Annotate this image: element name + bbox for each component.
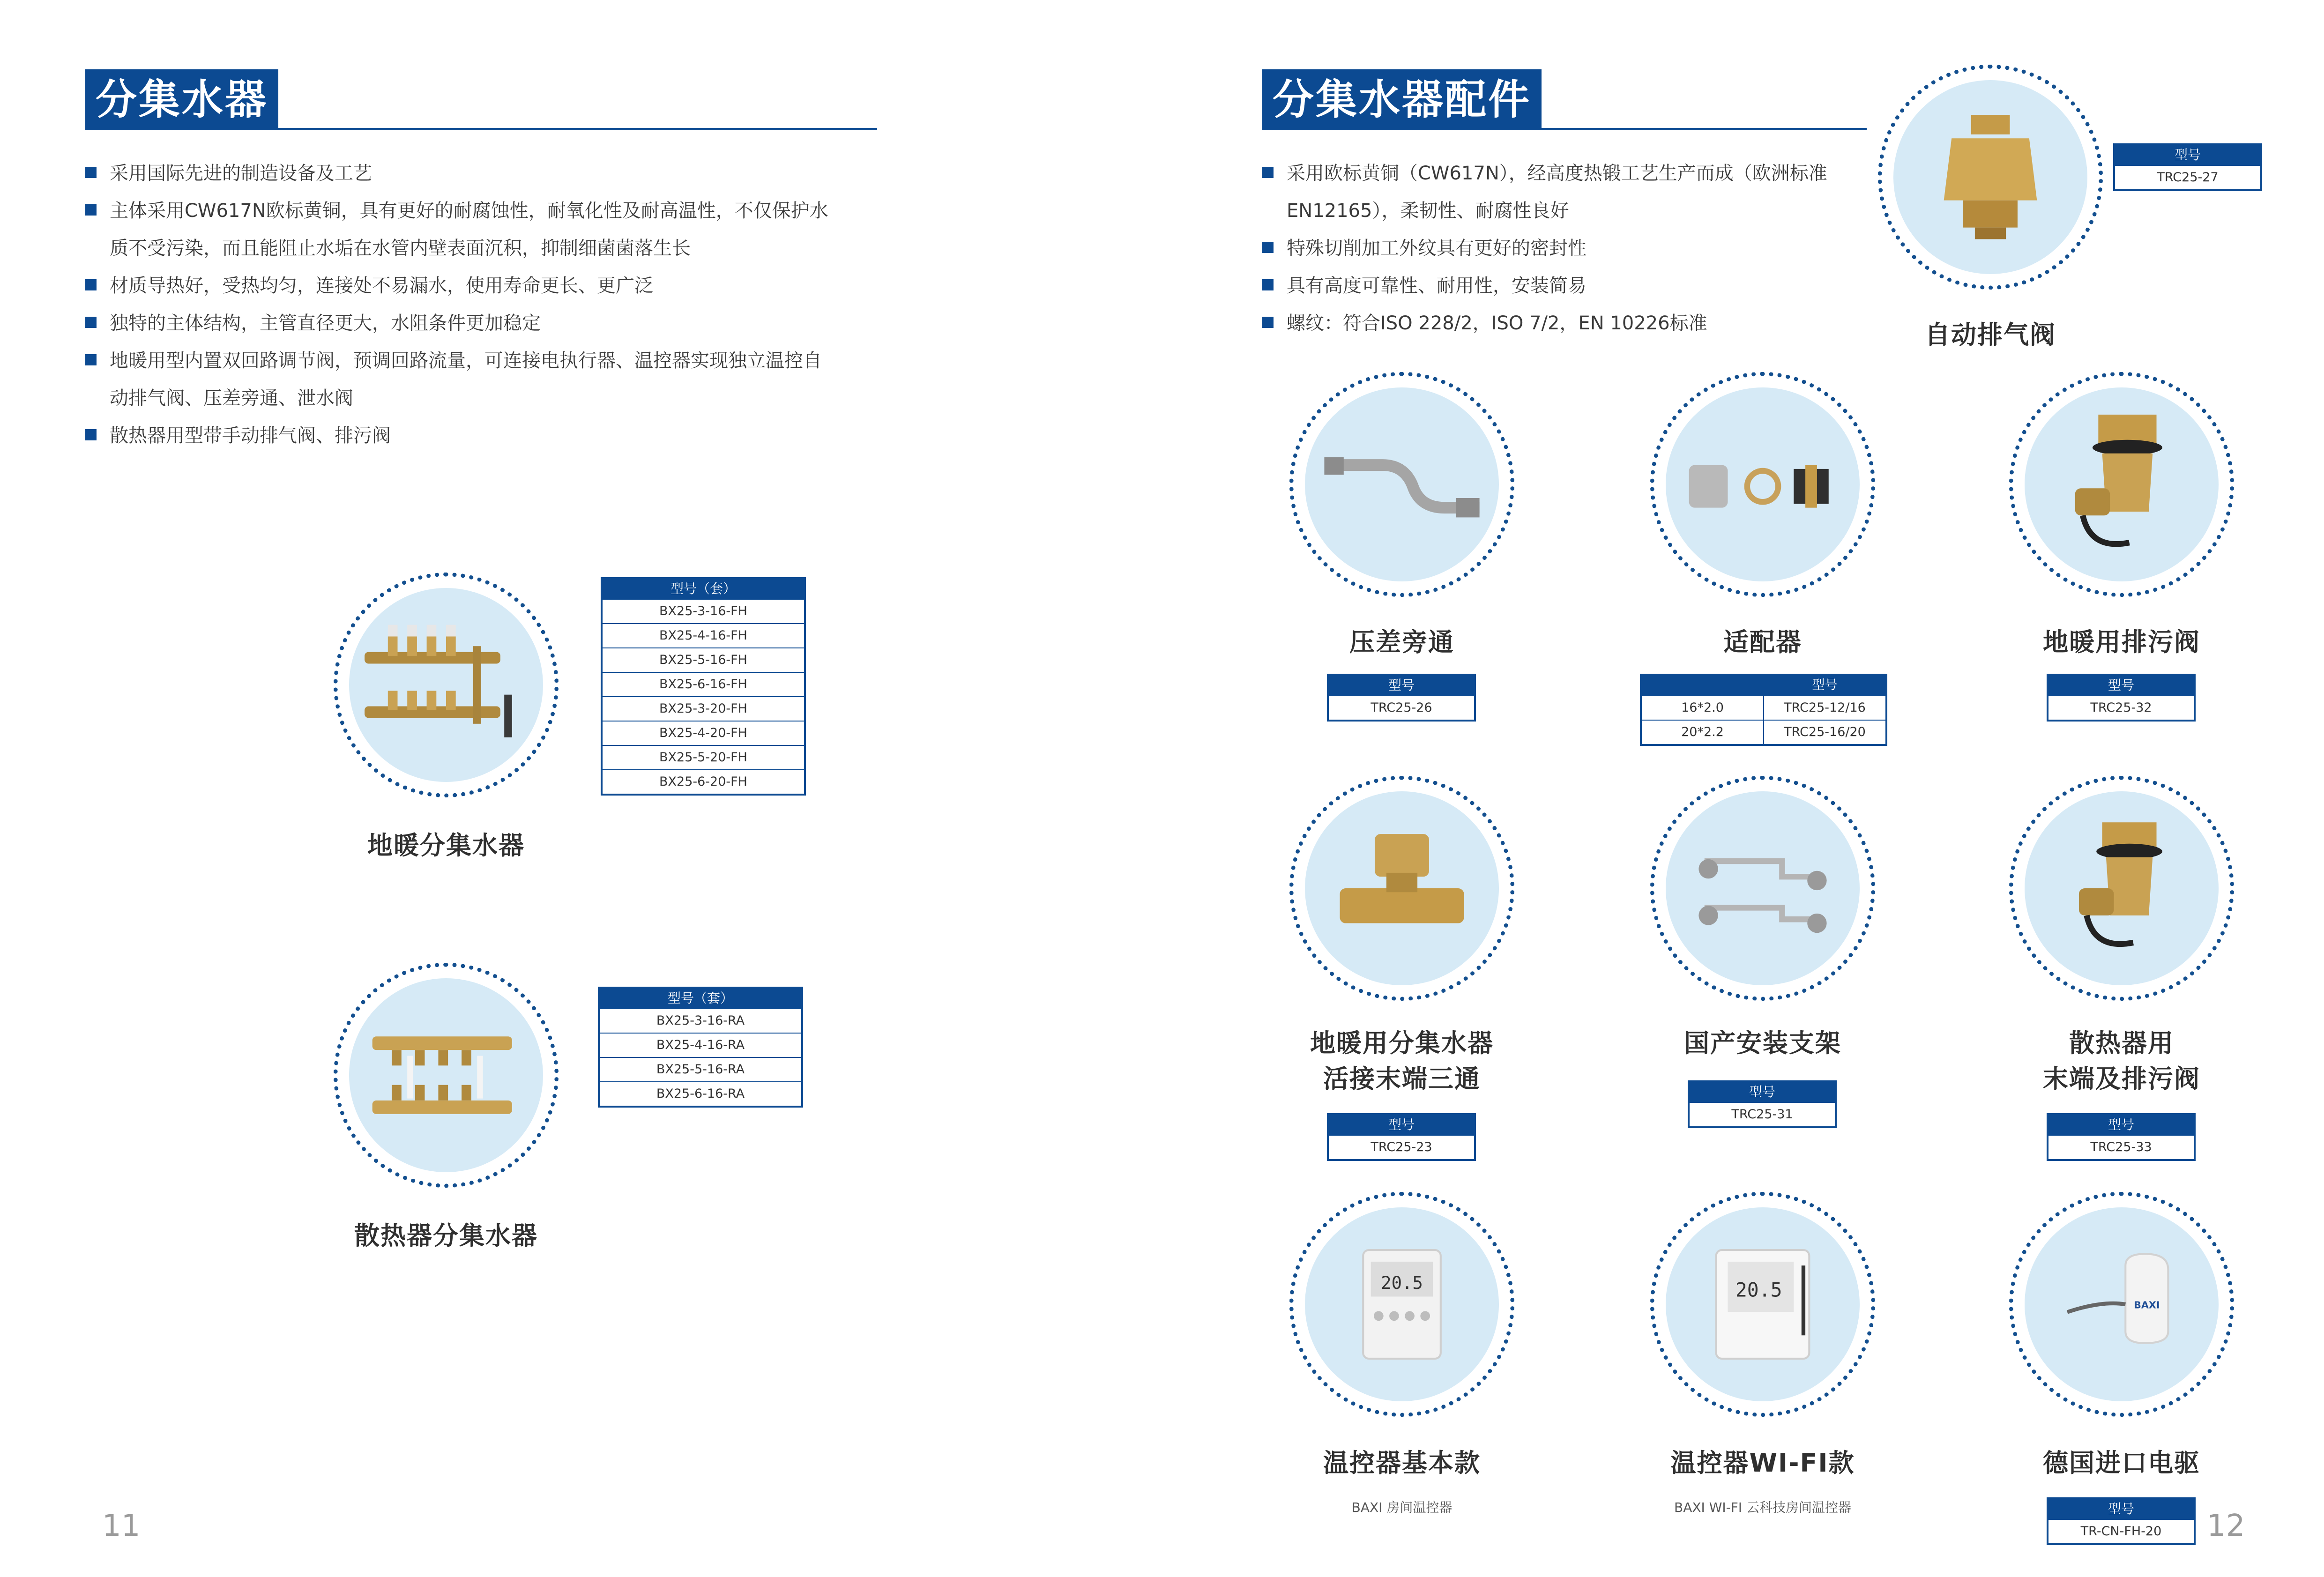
bracket-label: 国产安装支架 xyxy=(1684,1028,1841,1058)
feature-item: 具有高度可靠性、耐用性，安装简易 xyxy=(1262,267,1871,305)
feature-item-continued: EN12165），柔韧性、耐腐性良好 xyxy=(1287,200,1569,222)
auto-vent-valve-image xyxy=(1878,65,2103,290)
model-row: BX25-3-16-FH xyxy=(603,599,804,623)
model-table-header: 型号（套） xyxy=(600,989,801,1008)
model-row: BX25-6-16-RA xyxy=(600,1081,801,1106)
thermostat-basic-label: 温控器基本款 xyxy=(1323,1448,1481,1478)
drain-valve-illustration xyxy=(2025,387,2219,581)
tee-fitting-label-line1: 地暖用分集水器 xyxy=(1310,1028,1494,1058)
tee-fitting-image xyxy=(1289,776,1514,1001)
adapter-spec-header xyxy=(1642,676,1763,695)
page-number-right: 12 xyxy=(2207,1509,2245,1543)
right-header-rule xyxy=(1262,128,1867,130)
right-feature-list xyxy=(1262,155,1871,342)
right-section-title: 分集水器配件 xyxy=(1262,69,1542,130)
model-row: BX25-4-20-FH xyxy=(603,721,804,745)
model-row: BX25-5-16-RA xyxy=(600,1057,801,1081)
radiator-drain-label-line2: 末端及排污阀 xyxy=(2043,1064,2200,1093)
radiator-drain-label-line1: 散热器用 xyxy=(2069,1028,2174,1058)
adapter-model-table xyxy=(1640,674,1887,746)
model-table-header: 型号 xyxy=(2048,676,2194,695)
actuator-label: 德国进口电驱 xyxy=(2043,1448,2200,1478)
thermostat-wifi-illustration xyxy=(1666,1207,1860,1401)
manifold-illustration xyxy=(349,588,543,782)
model-row: BX25-3-20-FH xyxy=(603,696,804,721)
adapter-spec: 20*2.2 xyxy=(1681,725,1724,739)
model-row: TRC25-26 xyxy=(1329,695,1474,720)
radiator-drain-illustration xyxy=(2025,791,2219,985)
adapter-model: TRC25-16/20 xyxy=(1763,721,1885,744)
radiator-manifold-illustration xyxy=(349,978,543,1172)
feature-item: 特殊切削加工外纹具有更好的密封性 xyxy=(1262,230,1871,267)
bracket-illustration xyxy=(1666,791,1860,985)
radiator-manifold-image xyxy=(334,963,559,1188)
model-row: TRC25-23 xyxy=(1329,1135,1474,1159)
model-table-header: 型号 xyxy=(2048,1115,2194,1135)
model-row: TRC25-27 xyxy=(2115,165,2260,189)
model-row: BX25-3-16-RA xyxy=(600,1008,801,1033)
model-row: BX25-5-16-FH xyxy=(603,647,804,672)
right-section-header xyxy=(1262,69,1867,130)
floor-drain-valve-label: 地暖用排污阀 xyxy=(2043,627,2200,657)
thermostat-wifi-label: 温控器WI-FI款 xyxy=(1670,1448,1855,1478)
radiator-drain-valve-image xyxy=(2009,776,2234,1001)
feature-item: 地暖用型内置双回路调节阀，预调回路流量，可连接电执行器、温控器实现独立温控自 xyxy=(85,342,891,379)
bracket-image xyxy=(1650,776,1875,1001)
vent-valve-illustration xyxy=(1893,80,2087,274)
thermostat-wifi-display-text: 20.5 xyxy=(1735,1279,1782,1302)
actuator-brand-text: BAXI xyxy=(2134,1299,2160,1311)
thermostat-basic-illustration xyxy=(1305,1207,1499,1401)
actuator-image xyxy=(2009,1192,2234,1417)
bypass-illustration xyxy=(1305,387,1499,581)
feature-item: 散热器用型带手动排气阀、排污阀 xyxy=(85,417,891,454)
adapter-table-header-row xyxy=(1642,676,1885,695)
model-row: BX25-5-20-FH xyxy=(603,745,804,769)
model-row: TR-CN-FH-20 xyxy=(2048,1519,2194,1543)
adapter-row xyxy=(1642,720,1885,744)
floor-manifold-image xyxy=(334,573,559,797)
left-section-header xyxy=(85,69,877,130)
adapter-spec: 16*2.0 xyxy=(1681,700,1724,715)
actuator-model-table xyxy=(2047,1497,2196,1545)
left-header-rule xyxy=(85,128,877,130)
page-number-left: 11 xyxy=(102,1509,141,1543)
bracket-model-table xyxy=(1688,1080,1837,1128)
bypass-image xyxy=(1289,372,1514,597)
auto-vent-label: 自动排气阀 xyxy=(1925,320,2056,350)
left-feature-list xyxy=(85,155,891,454)
feature-item-continued: 动排气阀、压差旁通、泄水阀 xyxy=(110,387,353,409)
radiator-manifold-model-table xyxy=(598,987,803,1108)
bypass-label: 压差旁通 xyxy=(1349,627,1454,657)
model-table-header: 型号 xyxy=(1690,1082,1835,1102)
tee-illustration xyxy=(1305,791,1499,985)
model-table-header: 型号（套） xyxy=(603,579,804,599)
model-row: BX25-6-16-FH xyxy=(603,672,804,696)
floor-drain-model-table xyxy=(2047,674,2196,722)
thermostat-basic-sub: BAXI 房间温控器 xyxy=(1351,1500,1452,1515)
actuator-illustration xyxy=(2025,1207,2219,1401)
feature-item: 材质导热好，受热均匀，连接处不易漏水，使用寿命更长、更广泛 xyxy=(85,267,891,305)
radiator-manifold-label: 散热器分集水器 xyxy=(354,1221,538,1250)
model-row: BX25-4-16-FH xyxy=(603,623,804,647)
auto-vent-model-table xyxy=(2113,143,2262,191)
feature-item-continued: 质不受污染，而且能阻止水垢在水管内壁表面沉积，抑制细菌菌落生长 xyxy=(110,238,691,259)
model-table-header: 型号 xyxy=(1329,676,1474,695)
bypass-model-table xyxy=(1327,674,1476,722)
thermostat-wifi-image xyxy=(1650,1192,1875,1417)
floor-manifold-model-table xyxy=(601,577,806,796)
floor-drain-valve-image xyxy=(2009,372,2234,597)
thermostat-wifi-sub: BAXI WI-FI 云科技房间温控器 xyxy=(1674,1500,1851,1515)
adapter-illustration xyxy=(1666,387,1860,581)
model-table-header: 型号 xyxy=(2115,145,2260,165)
tee-fitting-label-line2: 活接末端三通 xyxy=(1323,1064,1481,1093)
adapter-image xyxy=(1650,372,1875,597)
model-table-header: 型号 xyxy=(2048,1499,2194,1519)
adapter-model-header: 型号 xyxy=(1763,676,1885,695)
adapter-model: TRC25-12/16 xyxy=(1763,696,1885,720)
model-row: TRC25-33 xyxy=(2048,1135,2194,1159)
model-row: BX25-4-16-RA xyxy=(600,1033,801,1057)
radiator-drain-model-table xyxy=(2047,1113,2196,1161)
feature-item: 主体采用CW617N欧标黄铜，具有更好的耐腐蚀性，耐氧化性及耐高温性，不仅保护水 xyxy=(85,192,891,230)
thermostat-display-text: 20.5 xyxy=(1381,1272,1423,1293)
model-row: TRC25-32 xyxy=(2048,695,2194,720)
model-row: BX25-6-20-FH xyxy=(603,769,804,794)
model-row: TRC25-31 xyxy=(1690,1102,1835,1126)
feature-item: 采用欧标黄铜（CW617N），经高度热锻工艺生产而成（欧洲标准 xyxy=(1262,155,1871,192)
feature-item: 螺纹：符合ISO 228/2，ISO 7/2，EN 10226标准 xyxy=(1262,305,1871,342)
adapter-row xyxy=(1642,695,1885,720)
thermostat-basic-image xyxy=(1289,1192,1514,1417)
feature-item: 采用国际先进的制造设备及工艺 xyxy=(85,155,891,192)
model-table-header: 型号 xyxy=(1329,1115,1474,1135)
adapter-label: 适配器 xyxy=(1723,627,1802,657)
floor-manifold-label: 地暖分集水器 xyxy=(367,831,525,860)
left-section-title: 分集水器 xyxy=(85,69,278,130)
tee-model-table xyxy=(1327,1113,1476,1161)
feature-item: 独特的主体结构，主管直径更大，水阻条件更加稳定 xyxy=(85,305,891,342)
